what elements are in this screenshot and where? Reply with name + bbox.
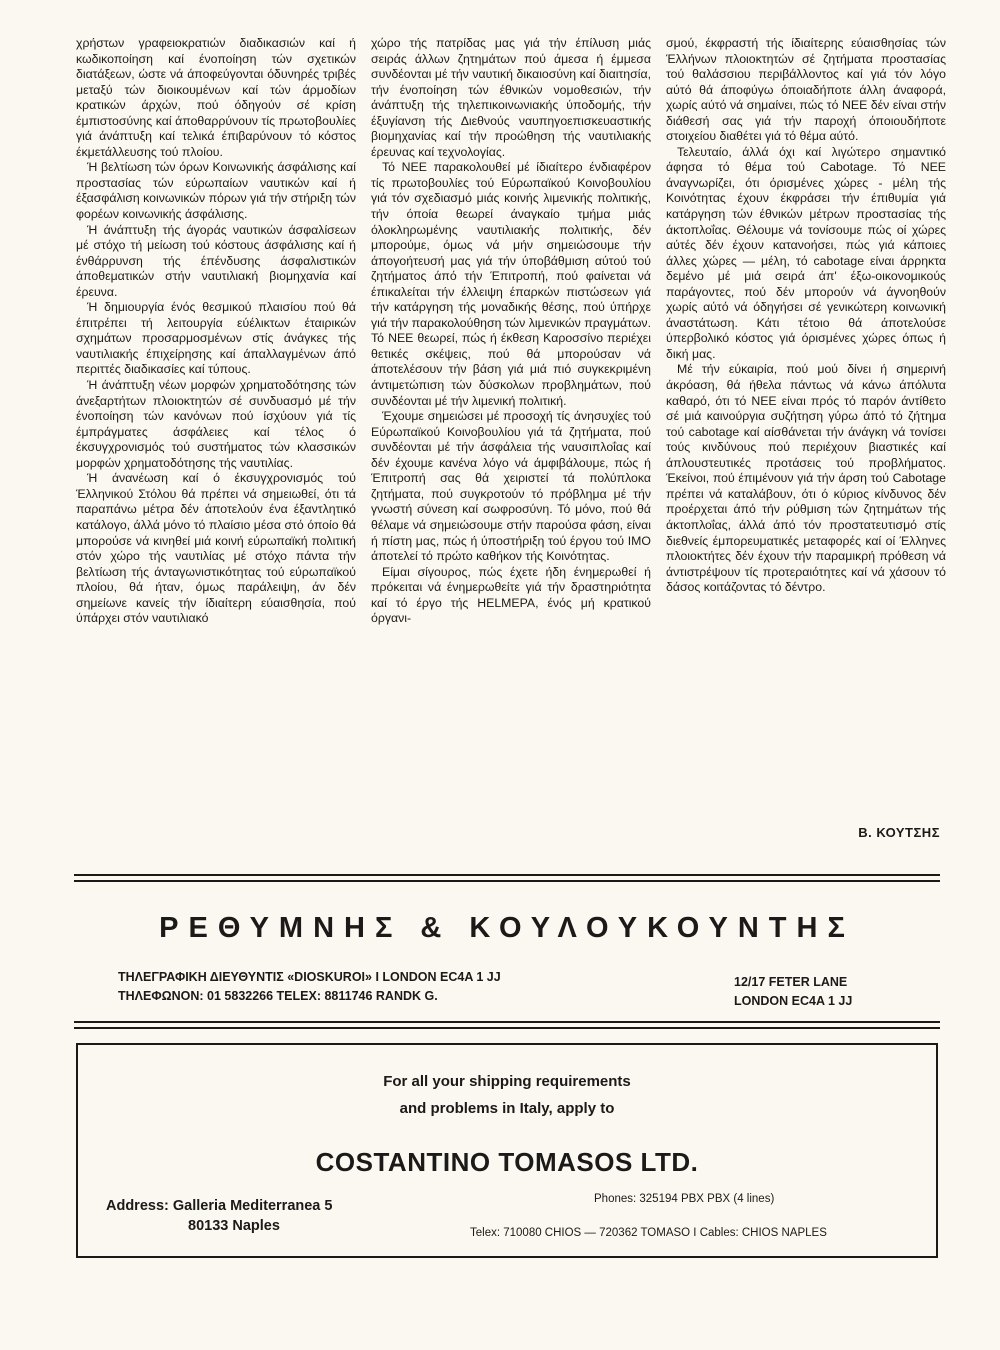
ad-address-line-2: 80133 Naples	[188, 1218, 280, 1234]
ad-telex-cables: Telex: 710080 CHIOS — 720362 TOMASO I Cables: CHIOS NAPLES	[470, 1227, 827, 1239]
ad-company-name: ΡΕΘΥΜΝΗΣ & ΚΟΥΛΟΥΚΟΥΝΤΗΣ	[159, 912, 855, 944]
article-column-1	[76, 36, 356, 627]
article-signature: Β. ΚΟΥΤΣΗΣ	[858, 825, 940, 840]
ad-telegraph-address: ΤΗΛΕΓΡΑΦΙΚΗ ΔΙΕΥΘΥΝΤΙΣ «DIOSKUROI» I LONDON EC4A 1 JJ	[118, 970, 501, 984]
divider-rule	[74, 1027, 940, 1029]
paragraph: χώρο τής πατρίδας μας γιά τήν έπίλυση μιάς σειράς άλλων ζητημάτων πού άμεσα ή έμμεσα συνδέονται μέ τήν ναυτική δικαιοσύνη καί διαιτησία, τήν ένοποίηση τών έθνικών νομοθεσιών, τήν άνάπτυξη τής τηλεπικοινωνιακής ύποδομής, τήν έξυγίανση τής Διεθνούς ναυπηγοεπισκευαστικής βιομηχανίας καί τήν προώθηση τής ναυτιλιακής έρευνας καί τεχνολογίας.	[371, 36, 651, 159]
paragraph: Είμαι σίγουρος, πώς έχετε ήδη ένημερωθεί ή πρόκειται νά ένημερωθείτε γιά τήν δραστηριότητα καί τό έργο τής HELMEPA, ένός μή κρατικού όργανι-	[371, 564, 651, 626]
paragraph: Ή βελτίωση τών όρων Κοινωνικής άσφάλισης καί προστασίας τών εύρωπαίων ναυτικών καί ή έξασφάλιση κοινωνικών πόρων γιά τήν στήριξη τών φορέων κοινωνικής άσφάλισης.	[76, 160, 356, 222]
paragraph: Ή άνανέωση καί ό έκσυγχρονισμός τού Έλληνικού Στόλου θά πρέπει νά σημειωθεί, ότι τά παραπάνω μέτρα δέν άποτελούν ένα έξαντλητικό κατάλογο, άλλά μόνο τό πλαίσιο μέσα στό όποίο θά μπορούσε νά κινηθεί μιά κοινή εύρωπαϊκή πολιτική στόν χώρο τής ναυτιλίας μέ στόχο πάντα τήν βελτίωση τής άνταγωνιστικότητας τού εύρωπαϊκού πλοίου, θά ήταν, όμως παράλειψη, άν δέν σημείωνε κανείς τήν ίδιαίτερη εύαισθησία, πού ύπάρχει στόν ναυτιλιακό	[76, 471, 356, 626]
article-column-3	[666, 36, 946, 627]
ad-address-line-1: Address: Galleria Mediterranea 5	[106, 1198, 333, 1214]
advertisement-rethymnis	[74, 876, 940, 1028]
paragraph: χρήστων γραφειοκρατιών διαδικασιών καί ή κωδικοποίηση καί ένοποίηση τών σχετικών διατάξεων, ώστε νά άποφεύγονται όδυνηρές τριβές μεταξύ τών διοικουμένων καί τών άρμοδίων κρατικών άρχών, πού όδηγούν σέ κρίση έμπιστοσύνης καί άποθαρρύνουν τίς πρωτοβουλίες γιά άνάπτυξη καί τελικά έπιβαρύνουν τό κόστος έκμετάλλευσης τού πλοίου.	[76, 36, 356, 159]
ad-street-address: 12/17 FETER LANE	[734, 975, 848, 989]
ad-city-address: LONDON EC4A 1 JJ	[734, 994, 853, 1008]
ad-company-name: COSTANTINO TOMASOS LTD.	[315, 1147, 699, 1177]
paragraph: Τό ΝΕΕ παρακολουθεί μέ ίδιαίτερο ένδιαφέρον τίς πρωτοβουλίες τού Εύρωπαϊκού Κοινοβουλίου γιά τόν σχεδιασμό μιάς κοινής λιμενικής πολιτικής, τήν όποία θεωρεί άναγκαίο τμήμα μιάς όλοκληρωμένης ναυτιλιακής πολιτικής, δέν μπορούμε, όμως νά μήν σημειώσουμε τήν άπογοήτευσή μας γιά τήν ύποβάθμιση αύτού τού ζητήματος άπό τήν Έπιτροπή, πού φαίνεται νά έπικαλείται τήν έλλειψη έπαρκών πιστώσεων γιά τήν κατάργηση τής μοναδικής θέσης, πού ύπήρχε γιά τήν παρακολούθηση τών λιμενικών πραγμάτων. Τό ΝΕΕ θεωρεί, πώς ή έκθεση Καροσσίνο περιέχει θετικές σκέψεις, πού θά μπορούσαν νά άποτελέσουν τήν βάση γιά μιά πιό συγκεκριμένη άντιμετώπιση τών δύσκολων προβλημάτων, πού συνδέονται μέ τήν λιμενική πολιτική.	[371, 160, 651, 408]
paragraph: σμού, έκφραστή τής ίδιαίτερης εύαισθησίας τών Έλλήνων πλοιοκτητών σέ ζητήματα προστασίας τού θαλάσσιου περιβάλλοντος καί γιά τόν λόγο αύτό θά άποφύγω όποιαδήποτε άλλη άναφορά, χωρίς αύτό νά σημαίνει, πώς τό ΝΕΕ δέν είναι στήν διάθεσή σας γιά τήν παροχή όποιουδήποτε στοιχείου διαθέτει γιά τό θέμα αύτό.	[666, 36, 946, 144]
paragraph: Έχουμε σημειώσει μέ προσοχή τίς άνησυχίες τού Εύρωπαϊκού Κοινοβουλίου γιά τά ζητήματα, πού συνδέονται μέ τήν άσφάλεια τής ναυσιπλοΐας καί δέν έχουμε κανένα λόγο νά άμφιβάλουμε, πώς ή Έπιτροπή σας θά χειριστεί τά πολύπλοκα ζητήματα, πού συγκροτούν τό πρόβλημα μέ τήν γνωστή σύνεση καί σωφροσύνη. Τό μόνο, πού θά θέλαμε νά σημειώσουμε στήν παρούσα φάση, είναι ή πίστη μας, πώς ή ύποστήριξη τού έργου τού IMO άποτελεί τό πρώτο καθήκον τής Κοινότητας.	[371, 409, 651, 564]
paragraph: Τελευταίο, άλλά όχι καί λιγώτερο σημαντικό άφησα τό θέμα τού Cabotage. Τό ΝΕΕ άναγνωρίζει, ότι όρισμένες χώρες - μέλη τής Κοινότητας έχουν έκφράσει τήν έπιθυμία γιά κατάργηση τών έθνικών μέτρων προστασίας τής άκτοπλοΐας. Θέλουμε νά τονίσουμε πώς οί χώρες αύτές δέν έχουν κατανοήσει, πώς γιά κάποιες άλλες χώρες — μέλη, τό cabotage είναι άρρηκτα δεμένο μέ μιά σειρά άπ' έξω-οικονομικούς παράγοντες, πού δέν μπορούν νά άγνοηθούν χωρίς αύτό νά όδηγήσει σέ γενικώτερη κοινωνική άναστάτωση. Κάτι τέτοιο θά άποτελούσε ύπερβολικό κόστος γιά όρισμένες χώρες όπως ή δική μας.	[666, 144, 946, 361]
ad-phone-telex: ΤΗΛΕΦΩΝΟΝ: 01 5832266 TELEX: 8811746 RANDK G.	[118, 989, 438, 1003]
ad-phones: Phones: 325194 PBX PBX (4 lines)	[594, 1193, 775, 1205]
advertisement-tomasos	[76, 1043, 938, 1258]
paragraph: Ή δημιουργία ένός θεσμικού πλαισίου πού θά έπιτρέπει τή λειτουργία εύέλικτων έταιρικών σχημάτων προσαρμοσμένων στίς άνάγκες τής ναυτιλιακής έπιχείρησης καί άπαλλαγμένων άπό περιττές διαδικασίες καί τύπους.	[76, 300, 356, 377]
article-column-2	[371, 36, 651, 627]
ad-tagline-2: and problems in Italy, apply to	[399, 1100, 615, 1117]
paragraph: Ή άνάπτυξη νέων μορφών χρηματοδότησης τών άνεξαρτήτων πλοιοκτητών σέ συνδυασμό μέ τήν ένοποίηση τών κανόνων πού ίσχύουν γιά τίς έμπράγματες άσφάλειες καί τέλος ό έκσυγχρονισμός τού συστήματος τών κλασσικών μορφών χρηματοδότησης τής ναυτιλίας.	[76, 378, 356, 470]
paragraph: Ή άνάπτυξη τής άγοράς ναυτικών άσφαλίσεων μέ στόχο τή μείωση τού κόστους άσφάλισης καί ή ένθάρρυνση τής έπένδυσης άσφαλιστικών άποθεματικών στήν ναυτιλιακή βιομηχανία καί έρευνα.	[76, 222, 356, 299]
divider-rule	[74, 1021, 940, 1023]
paragraph: Μέ τήν εύκαιρία, πού μού δίνει ή σημερινή άκρόαση, θά ήθελα πάντως νά κάνω άπόλυτα καθαρό, ότι τό ΝΕΕ είναι πρός τό παρόν άντίθετο σέ μιά καινούργια συζήτηση γύρω άπό τό ζήτημα τού cabotage καί αίσθάνεται τήν άνάγκη νά τονίσει τούς κινδύνους πού περιέχουν βιαστικές καί άπλουστευτικές προτάσεις τού προβλήματος. Έκείνοι, πού έπιμένουν γιά τήν άρση τού Cabotage πρέπει νά καταλάβουν, ότι ό κύριος κίνδυνος δέν προέρχεται άπό τήν ρύθμιση τών ζητημάτων τής άκτοπλοΐας, άλλά άπό τόν προστατευτισμό στίς διεθνείς έμπορευματικές μεταφορές καί οί Έλληνες πλοιοκτήτες δέν έχουν τήν παραμικρή πρόθεση νά άντιστρέψουν τίς προτεραιότητες καί νά χάσουν τό δάσος κοιτάζοντας τό δέντρο.	[666, 362, 946, 595]
ad-tagline-1: For all your shipping requirements	[383, 1073, 631, 1090]
article-body	[76, 36, 946, 627]
